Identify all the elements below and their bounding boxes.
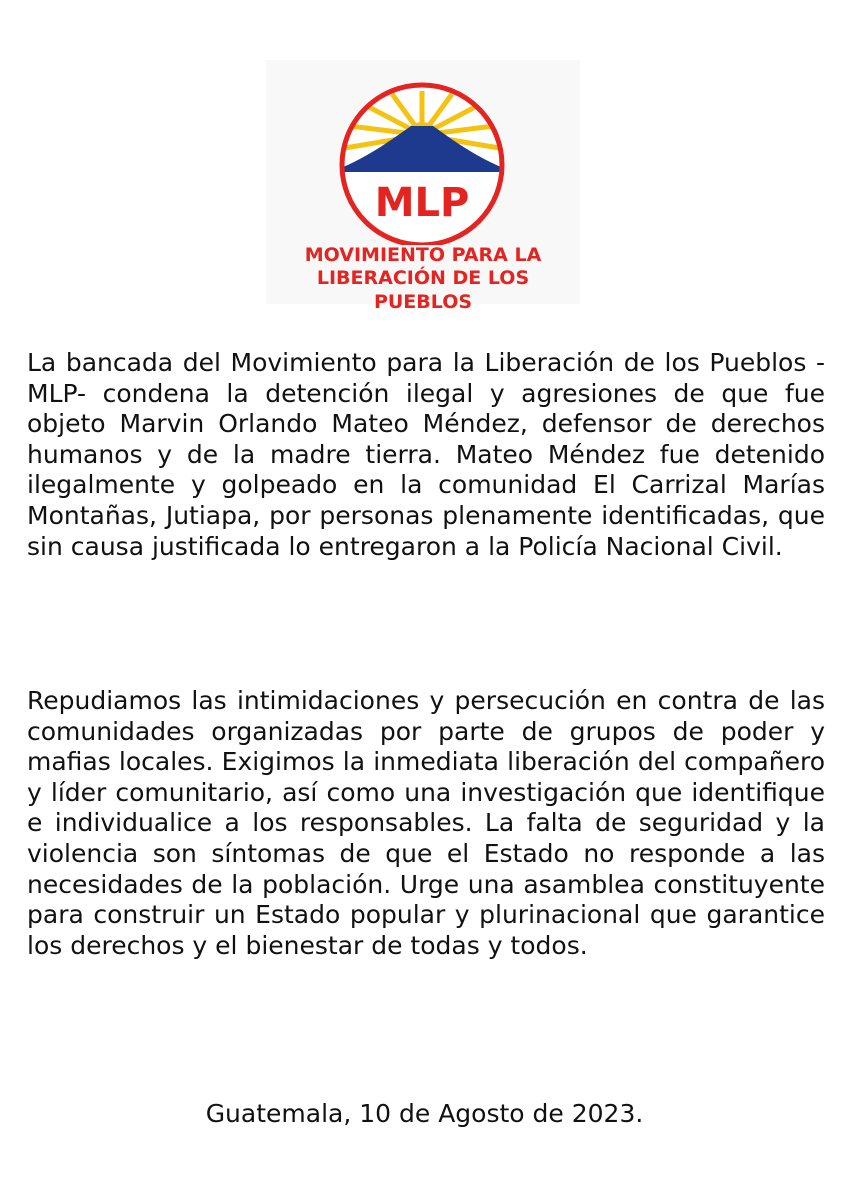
logo-name-line2: LIBERACIÓN DE LOS PUEBLOS: [316, 267, 530, 313]
logo-name-line1: MOVIMIENTO PARA LA: [304, 244, 542, 266]
logo-abbreviation: MLP: [374, 180, 470, 226]
mlp-logo: [266, 60, 580, 313]
mlp-emblem-icon: [266, 60, 580, 245]
statement-paragraph-2: Repudiamos las intimidaciones y persecución en contra de las comunidades organizadas por parte de grupos de poder y mafias locales. Exigimos la inmediata liberación del compañero y líder comunitario, así como una investigación que identifique e individualice a los responsables. La falta de seguridad y la violencia son síntomas de que el Estado no responde a las necesidades de la población. Urge una asamblea constituyente para construir un Estado popular y plurinacional que garantice los derechos y el bienestar de todas y todos.: [27, 686, 825, 960]
place-and-date: Guatemala, 10 de Agosto de 2023.: [205, 1099, 644, 1128]
statement-paragraph-1: La bancada del Movimiento para la Liberación de los Pueblos -MLP- condena la detención ilegal y agresiones de que fue objeto Marvin Orlando Mateo Méndez, defensor de derechos humanos y de la madre tierra. Mateo Méndez fue detenido ilegalmente y golpeado en la comunidad El Carrizal Marías Montañas, Jutiapa, por personas plenamente identificadas, que sin causa justificada lo entregaron a la Policía Nacional Civil.: [27, 348, 825, 561]
